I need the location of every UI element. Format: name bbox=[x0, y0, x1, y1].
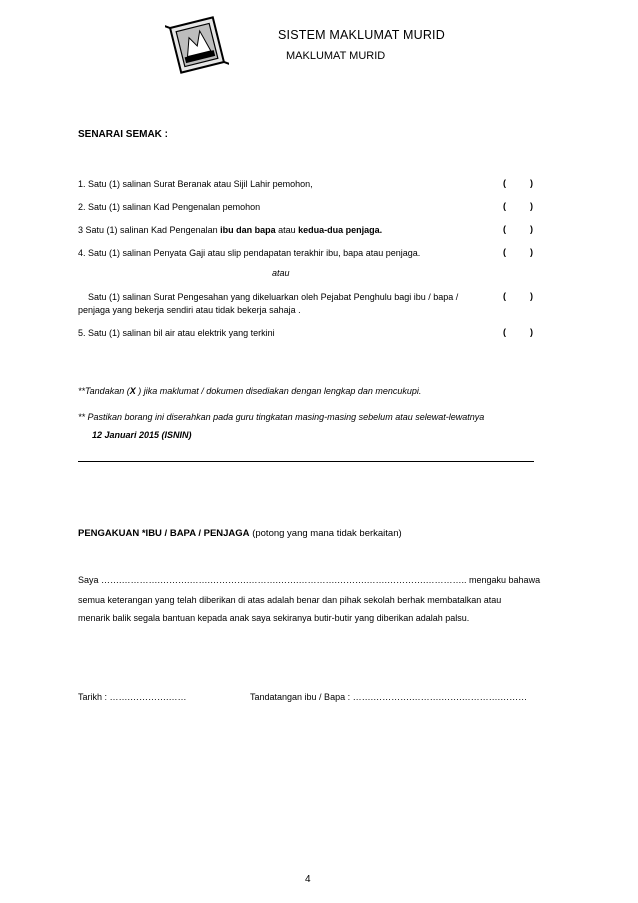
checkbox-item-4[interactable]: ( ) bbox=[503, 247, 533, 257]
checklist-item-2: 2. Satu (1) salinan Kad Pengenalan pemohon bbox=[78, 202, 261, 212]
atau-separator: atau bbox=[272, 268, 290, 278]
checklist-item-1: 1. Satu (1) salinan Surat Beranak atau Sijil Lahir pemohon, bbox=[78, 179, 313, 189]
declaration-line-2: semua keterangan yang telah diberikan di atas adalah benar dan pihak sekolah berhak membatalkan atau bbox=[78, 595, 502, 605]
divider-line bbox=[78, 461, 534, 462]
date-field[interactable]: Tarikh : …….………….…… bbox=[78, 692, 187, 702]
checklist-title: SENARAI SEMAK : bbox=[78, 129, 169, 140]
note-tick-instruction: **Tandakan (X ) jika maklumat / dokumen disediakan dengan lengkap dan mencukupi. bbox=[78, 386, 422, 396]
checkbox-item-5[interactable]: ( ) bbox=[503, 327, 533, 337]
declaration-line-1[interactable]: Saya …….………….……….…….………….……….…….………….……….…….………….………….. mengaku bahawa bbox=[78, 575, 541, 585]
signature-field[interactable]: Tandatangan ibu / Bapa : …….………….……….…….………….……… bbox=[250, 692, 528, 702]
checklist-item-3: 3 Satu (1) salinan Kad Pengenalan ibu dan bapa atau kedua-dua penjaga. bbox=[78, 225, 383, 235]
declaration-line-3: menarik balik segala bantuan kepada anak saya sekiranya butir-butir yang diberikan adalah palsu. bbox=[78, 613, 470, 623]
checkbox-item-3[interactable]: ( ) bbox=[503, 224, 533, 234]
header-title: SISTEM MAKLUMAT MURID bbox=[278, 28, 445, 42]
checklist-item-alt-line1: Satu (1) salinan Surat Pengesahan yang dikeluarkan oleh Pejabat Penghulu bagi ibu / bapa / bbox=[88, 292, 459, 302]
checklist-item-alt-line2: penjaga yang bekerja sendiri atau tidak bekerja sahaja . bbox=[78, 305, 301, 315]
header-subtitle: MAKLUMAT MURID bbox=[286, 50, 386, 62]
school-crest-logo bbox=[165, 14, 229, 76]
checklist-item-4: 4. Satu (1) salinan Penyata Gaji atau slip pendapatan terakhir ibu, bapa atau penjaga. bbox=[78, 248, 421, 258]
note-submission: ** Pastikan borang ini diserahkan pada guru tingkatan masing-masing sebelum atau selewat-lewatnya bbox=[78, 412, 485, 422]
checkbox-item-alt[interactable]: ( ) bbox=[503, 291, 533, 301]
checkbox-item-2[interactable]: ( ) bbox=[503, 201, 533, 211]
checklist-item-5: 5. Satu (1) salinan bil air atau elektrik yang terkini bbox=[78, 328, 275, 338]
checkbox-item-1[interactable]: ( ) bbox=[503, 178, 533, 188]
page-number: 4 bbox=[305, 874, 311, 885]
note-deadline: 12 Januari 2015 (ISNIN) bbox=[92, 430, 192, 440]
declaration-title: PENGAKUAN *IBU / BAPA / PENJAGA (potong yang mana tidak berkaitan) bbox=[78, 528, 402, 539]
